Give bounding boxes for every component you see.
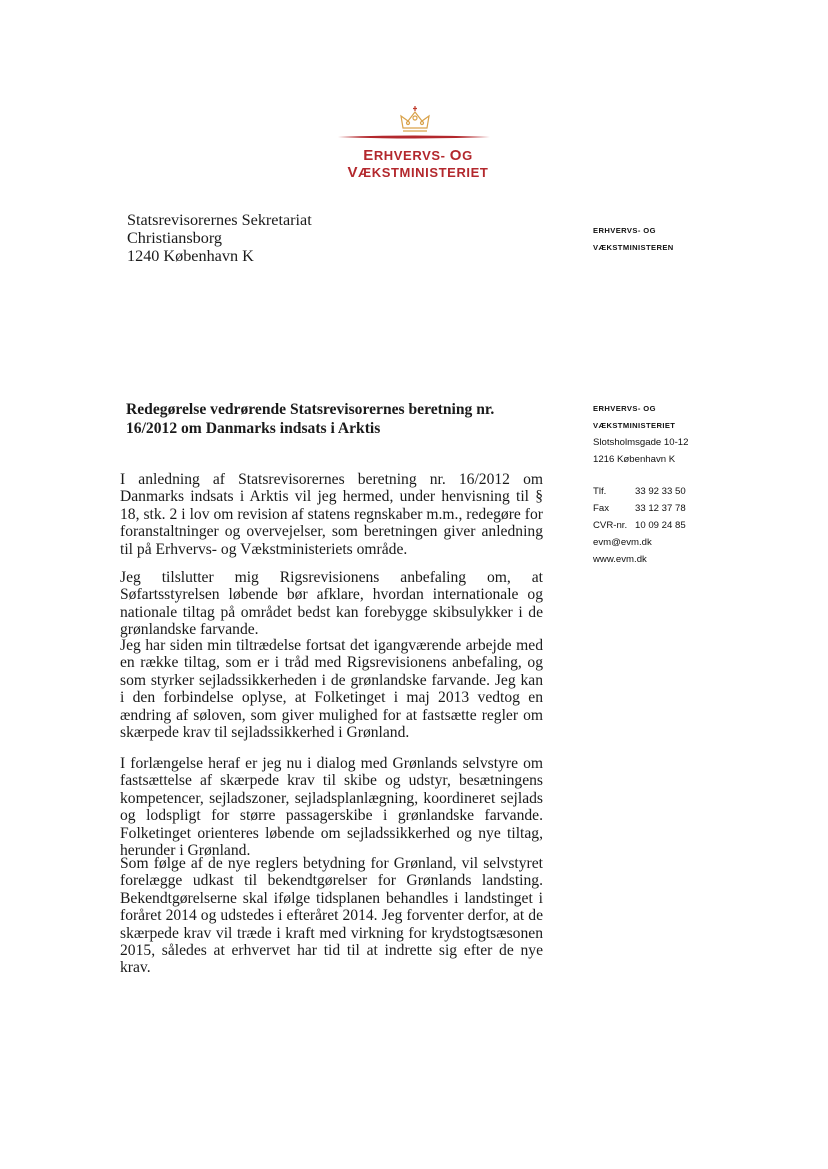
sender-line: VÆKSTMINISTEREN [593,243,674,252]
org-line: ERHVERVS- OG [593,404,656,413]
ministry-name: ERHVERVS- OG VÆKSTMINISTERIET [347,147,489,181]
contact-value: 10 09 24 85 [635,520,686,531]
body-paragraph: I forlængelse heraf er jeg nu i dialog med Grønlands selvstyre om fastsættelse af skærpede krav til skibe og udstyr, besætningens kompetencer, sejladszoner, sejladsplanlægning, koordineret sejlads og lodspligt for større passagerskibe i grønlandske farvande. Folketinget orienteres løbende om sejladssikkerhed og nye tiltag, herunder i Grønland. [120,755,543,860]
org-line: VÆKSTMINISTERIET [593,421,676,430]
body-paragraph: Som følge af de nye reglers betydning for Grønland, vil selvstyret forelægge udkast til bekendtgørelser for Grønlands landsting. Bekendtgørelserne skal ifølge tidsplanen behandles i landstinget i foråret 2014 og udstedes i efteråret 2014. Jeg forventer derfor, at de skærpede krav vil træde i kraft med virkning for krydstogtsæsonen 2015, således at erhvervet har tid til at indrette sig efter de nye krav. [120,855,543,977]
contact-block [593,483,686,568]
letterhead-rule [338,134,490,140]
ministry-address [593,400,688,468]
contact-label: Fax [593,503,609,514]
recipient-address [127,211,312,265]
website-link[interactable]: www.evm.dk [593,554,647,565]
letter-subject: Redegørelse vedrørende Statsrevisorernes beretning nr. 16/2012 om Danmarks indsats i Arktis [126,401,495,437]
contact-row [593,517,686,534]
sender-block [593,222,674,256]
body-paragraph: Jeg har siden min tiltrædelse fortsat det igangværende arbejde med en række tiltag, som er i tråd med Rigsrevisionens anbefaling, og som styrker sejladssikkerheden i de grønlandske farvande. Jeg kan i den forbindelse oplyse, at Folketinget i maj 2013 vedtog en ændring af søloven, som giver mulighed for at fastsætte regler om skærpede krav til sejladssikkerhed i Grønland. [120,637,543,742]
email-link[interactable]: evm@evm.dk [593,537,652,548]
contact-value: 33 92 33 50 [635,486,686,497]
body-paragraph: Jeg tilslutter mig Rigsrevisionens anbefaling om, at Søfartsstyrelsen løbende bør afklare, hvordan internationale og nationale tiltag på området bedst kan forebygge skibsulykker i de grønlandske farvande. [120,569,543,639]
contact-label: Tlf. [593,486,607,497]
street: Slotsholmsgade 10-12 [593,437,689,448]
contact-value: 33 12 37 78 [635,503,686,514]
royal-crown-icon [398,106,432,136]
recipient-line: Statsrevisorernes Sekretariat [127,211,312,229]
contact-label: CVR-nr. [593,520,628,531]
sender-line: ERHVERVS- OG [593,226,656,235]
body-paragraph: I anledning af Statsrevisorernes beretning nr. 16/2012 om Danmarks indsats i Arktis vil jeg hermed, under henvisning til § 18, stk. 2 i lov om revision af statens regnskaber m.m., redegøre for foranstaltninger og overvejelser, som beretningen giver anledning til på Erhvervs- og Vækstministeriets område. [120,471,543,558]
city: 1216 København K [593,454,676,465]
contact-row [593,483,686,500]
contact-row [593,500,686,517]
recipient-line: Christiansborg [127,229,223,247]
recipient-line: 1240 København K [127,247,254,265]
